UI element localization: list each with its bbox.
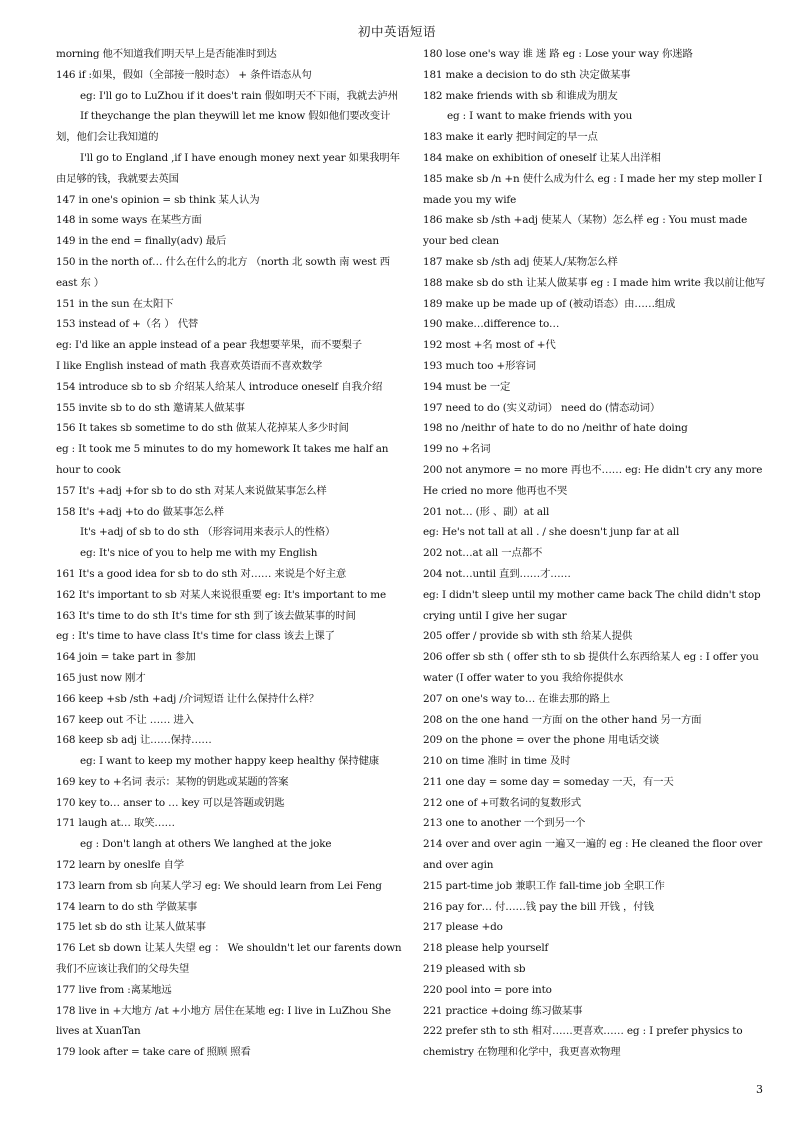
phrase-entry: 162 It's important to sb 对某人来说很重要 eg: It's important to me <box>56 588 386 601</box>
phrase-entry: 154 introduce sb to sb 介绍某人给某人 introduce oneself 自我介绍 <box>56 380 383 393</box>
phrase-entry: 183 make it early 把时间定的早一点 <box>423 131 598 144</box>
phrase-entry: 188 make sb do sth 让某人做某事 eg : I made him write 我以前让他写 <box>423 276 766 289</box>
phrase-entry: 151 in the sun 在太阳下 <box>56 297 174 310</box>
phrase-entry: 219 pleased with sb <box>423 963 526 976</box>
phrase-entry: 161 It's a good idea for sb to do sth 对…… 来说是个好主意 <box>56 567 347 580</box>
phrase-entry: 185 make sb /n +n 使什么成为什么 eg : I made her my step moller I made you my wife <box>423 172 763 206</box>
phrase-entry: 165 just now 刚才 <box>56 671 146 684</box>
phrase-entry: 164 join = take part in 参加 <box>56 651 196 664</box>
phrase-entry: 208 on the one hand 一方面 on the other hand 另一方面 <box>423 713 702 726</box>
phrase-entry: 173 learn from sb 向某人学习 eg: We should learn from Lei Feng <box>56 879 382 892</box>
phrase-entry: 153 instead of +（名 ） 代替 <box>56 318 199 331</box>
phrase-entry: 182 make friends with sb 和谁成为朋友 <box>423 89 618 102</box>
phrase-entry: 215 part-time job 兼职工作 fall-time job 全职工作 <box>423 879 665 892</box>
phrase-entry: 157 It's +adj +for sb to do sth 对某人来说做某事怎么样 <box>56 484 327 497</box>
phrase-entry: 177 live from :离某地远 <box>56 983 172 996</box>
phrase-entry: 189 make up be made up of (被动语态）由……组成 <box>423 297 676 310</box>
phrase-entry: 210 on time 准时 in time 及时 <box>423 755 571 768</box>
phrase-entry: 193 much too +形容词 <box>423 359 536 372</box>
phrase-entry: eg: He's not tall at all . / she doesn't junp far at all <box>423 526 680 539</box>
left-column <box>56 44 410 1063</box>
phrase-entry: 209 on the phone = over the phone 用电话交谈 <box>423 734 660 747</box>
phrase-entry: I like English instead of math 我喜欢英语而不喜欢数学 <box>56 359 323 372</box>
phrase-entry: 166 keep +sb /sth +adj /介词短语 让什么保持什么样？ <box>56 692 319 705</box>
phrase-entry: eg: I didn't sleep until my mother came back The child didn't stop crying until I give her sugar <box>423 588 761 622</box>
phrase-entry: 221 practice +doing 练习做某事 <box>423 1004 583 1017</box>
phrase-entry: 148 in some ways 在某些方面 <box>56 214 202 227</box>
phrase-entry: It's +adj of sb to do sth （形容词用来表示人的性格） <box>80 526 336 539</box>
phrase-entry: 179 look after = take care of 照顾 照看 <box>56 1046 251 1059</box>
phrase-entry: 170 key to… anser to … key 可以是答题或钥匙 <box>56 796 285 809</box>
phrase-entry: 218 please help yourself <box>423 942 549 955</box>
phrase-entry: eg: I'll go to LuZhou if it does't rain 假如明天不下雨，我就去泸州 <box>80 89 398 102</box>
phrase-entry: 190 make…difference to… <box>423 318 560 331</box>
phrase-entry: 184 make on exhibition of oneself 让某人出洋相 <box>423 151 661 164</box>
phrase-entry: 169 key to +名词 表示：某物的钥匙或某题的答案 <box>56 775 289 788</box>
phrase-entry: 174 learn to do sth 学做某事 <box>56 900 198 913</box>
phrase-entry: eg: It's nice of you to help me with my English <box>80 547 318 560</box>
phrase-entry: 156 It takes sb sometime to do sth 做某人花掉某人多少时间 <box>56 422 349 435</box>
phrase-entry: 211 one day = some day = someday 一天，有一天 <box>423 775 674 788</box>
phrase-entry: 158 It's +adj +to do 做某事怎么样 <box>56 505 224 518</box>
phrase-entry: 214 over and over agin 一遍又一遍的 eg : He cleaned the floor over and over agin <box>423 838 763 872</box>
phrase-entry: 172 learn by oneslfe 自学 <box>56 859 184 872</box>
phrase-entry: 178 live in +大地方 /at +小地方 居住在某地 eg: I live in LuZhou She lives at XuanTan <box>56 1004 391 1038</box>
page-title: 初中英语短语 <box>357 24 436 39</box>
phrase-entry: 186 make sb /sth +adj 使某人（某物）怎么样 eg : You must made your bed clean <box>423 214 748 248</box>
phrase-entry: 200 not anymore = no more 再也不…… eg: He didn't cry any more He cried no more 他再也不哭 <box>423 463 763 497</box>
phrase-entry: 194 must be 一定 <box>423 380 511 393</box>
phrase-entry: 199 no +名词 <box>423 443 491 456</box>
phrase-entry: If theychange the plan theywill let me know 假如他们要改变计划，他们会让我知道的 <box>56 110 391 144</box>
phrase-entry: 207 on one's way to… 在谁去那的路上 <box>423 692 610 705</box>
phrase-entry: eg : I want to make friends with you <box>447 110 633 123</box>
phrase-entry: 147 in one's opinion = sb think 某人认为 <box>56 193 260 206</box>
phrase-entry: 146 if :如果，假如（全部接一般时态） + 条件语态从句 <box>56 68 312 81</box>
phrase-entry: 204 not…until 直到……才…… <box>423 567 571 580</box>
phrase-entry: 206 offer sb sth ( offer sth to sb 提供什么东西给某人 eg : I offer you water (I offer water to you 我给你提供水 <box>423 651 759 684</box>
phrase-entry: 167 keep out 不让 …… 进入 <box>56 713 194 726</box>
phrase-entry: I'll go to England ,if I have enough money next year 如果我明年由足够的钱，我就要去英国 <box>56 151 400 185</box>
phrase-entry: morning 他不知道我们明天早上是否能准时到达 <box>56 48 277 60</box>
phrase-entry: 197 need to do (实义动词） need do (情态动词） <box>423 401 661 414</box>
phrase-entry: 171 laugh at… 取笑…… <box>56 817 175 830</box>
phrase-entry: 168 keep sb adj 让……保持…… <box>56 734 212 747</box>
phrase-entry: 180 lose one's way 谁 迷 路 eg : Lose your way 你迷路 <box>423 48 693 60</box>
phrase-entry: eg : It took me 5 minutes to do my homework It takes me half an hour to cook <box>56 443 389 476</box>
phrase-entry: eg : It's time to have class It's time for class 该去上课了 <box>56 630 335 643</box>
phrase-entry: 220 pool into = pore into <box>423 983 552 996</box>
page-number: 3 <box>756 1083 763 1096</box>
phrase-entry: 149 in the end = finally(adv) 最后 <box>56 235 227 248</box>
phrase-entry: 150 in the north of… 什么在什么的北方 （north 北 sowth 南 west 西 east 东 ） <box>56 255 390 289</box>
phrase-entry: eg: I want to keep my mother happy keep healthy 保持健康 <box>80 755 380 768</box>
phrase-entry: 213 one to another 一个到另一个 <box>423 817 586 830</box>
phrase-entry: 217 please +do <box>423 921 503 934</box>
phrase-entry: 175 let sb do sth 让某人做某事 <box>56 921 206 934</box>
phrase-entry: 216 pay for… 付……钱 pay the bill 开钱 ，付钱 <box>423 900 654 913</box>
phrase-entry: 176 Let sb down 让某人失望 eg ： We shouldn't let our farents down 我们不应该让我们的父母失望 <box>56 942 402 976</box>
phrase-entry: 201 not… (形 、副）at all <box>423 505 550 518</box>
phrase-entry: 163 It's time to do sth It's time for sth 到了该去做某事的时间 <box>56 609 356 622</box>
phrase-entry: 212 one of +可数名词的复数形式 <box>423 796 582 809</box>
phrase-entry: 198 no /neithr of hate to do no /neithr of hate doing <box>423 422 688 435</box>
phrase-entry: eg: I'd like an apple instead of a pear 我想要苹果，而不要梨子 <box>56 339 363 352</box>
phrase-entry: 187 make sb /sth adj 使某人/某物怎么样 <box>423 255 618 268</box>
right-column <box>423 44 771 1063</box>
phrase-entry: 192 most +名 most of +代 <box>423 339 556 352</box>
phrase-entry: eg : Don't langh at others We langhed at the joke <box>80 838 332 851</box>
phrase-entry: 222 prefer sth to sth 相对……更喜欢…… eg : I prefer physics to chemistry 在物理和化学中，我更喜欢物理 <box>423 1025 743 1059</box>
phrase-entry: 155 invite sb to do sth 邀请某人做某事 <box>56 401 245 414</box>
phrase-entry: 205 offer / provide sb with sth 给某人提供 <box>423 630 633 643</box>
phrase-entry: 181 make a decision to do sth 决定做某事 <box>423 68 631 81</box>
phrase-entry: 202 not…at all 一点都不 <box>423 547 543 560</box>
